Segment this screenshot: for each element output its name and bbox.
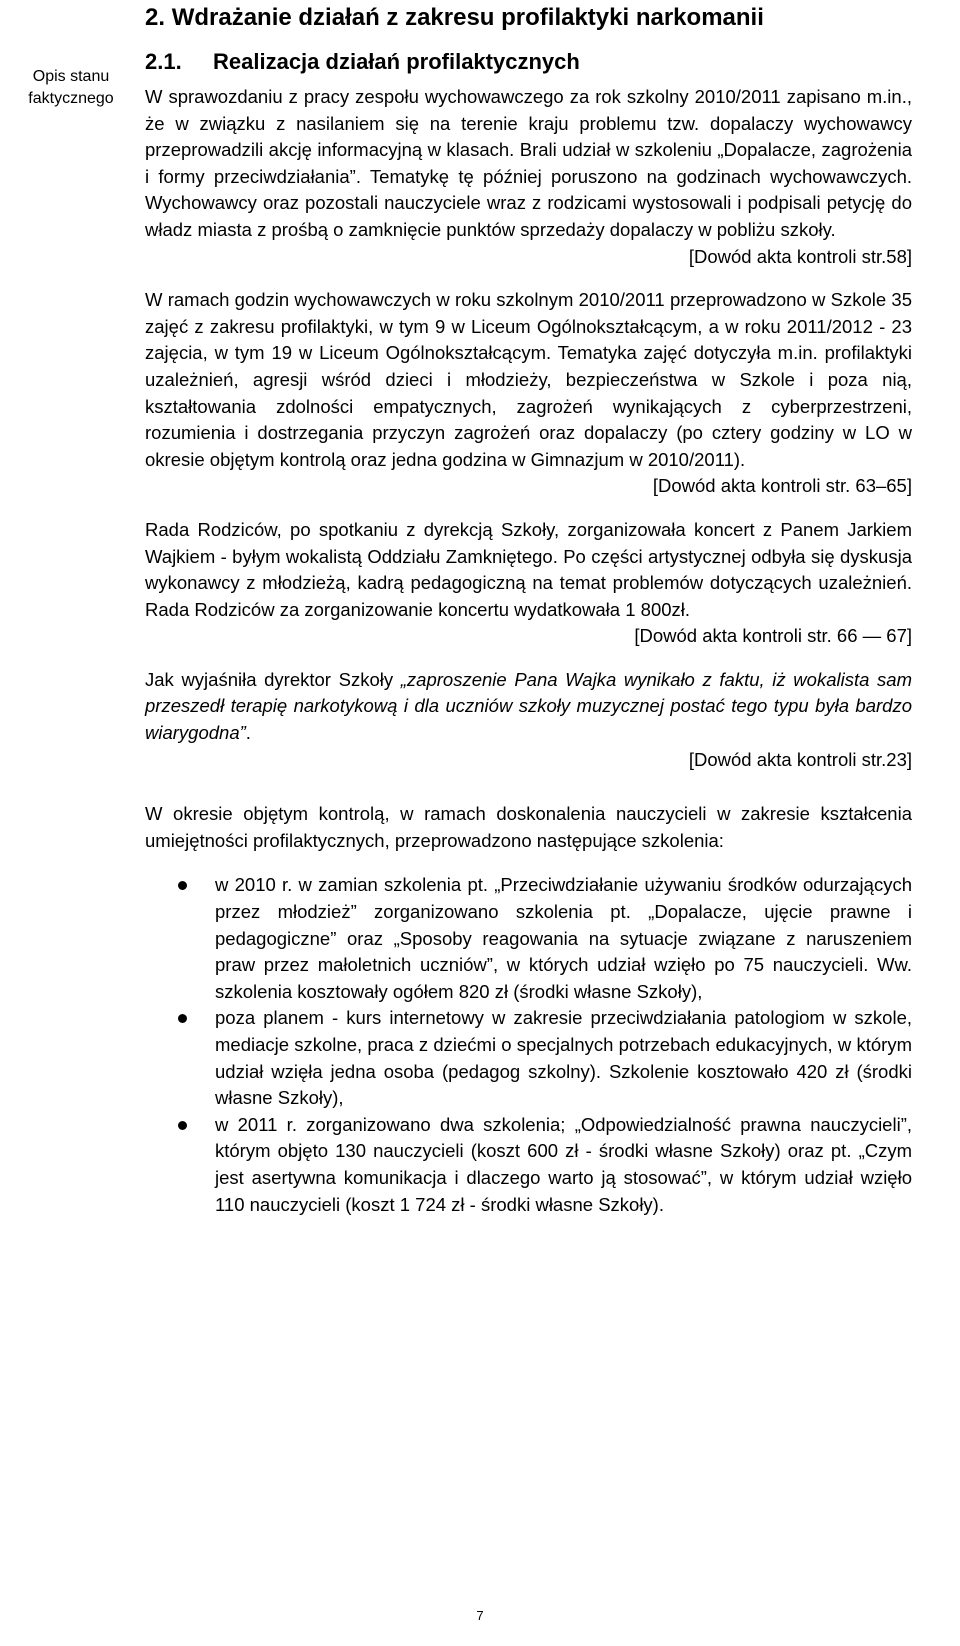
evidence-reference-3: [Dowód akta kontroli str. 66 — 67] <box>634 625 912 647</box>
bullet-icon <box>178 1014 187 1023</box>
director-quote: „zaproszenie Pana Wajka wynikało z faktu, iż wokalista sam przeszedł terapię narkotykową i dla uczniów szkoły muzycznej postać tego typu była bardzo wiarygodna” <box>145 668 912 744</box>
main-content <box>145 0 912 1218</box>
list-item <box>145 1005 912 1111</box>
paragraph-4-end: . <box>245 722 251 744</box>
list-item <box>145 1112 912 1218</box>
paragraph-4 <box>145 667 912 747</box>
subsection-number: 2.1. <box>145 49 182 74</box>
training-list <box>145 872 912 1218</box>
list-item-text: w 2011 r. zorganizowano dwa szkolenia; „Odpowiedzialność prawna nauczycieli”, którym objęto 130 nauczycieli (koszt 600 zł - środki własne Szkoły) oraz pt. „Czym jest asertywna komunikacja i dlaczego warto ją stosować”, w którym udział wzięło 110 nauczycieli (koszt 1 724 zł - środki własne Szkoły). <box>215 1113 912 1215</box>
section-heading <box>145 0 912 34</box>
evidence-reference-4: [Dowód akta kontroli str.23] <box>688 748 912 770</box>
side-label: Opis stanu faktycznego <box>28 68 114 107</box>
list-item <box>145 872 912 1005</box>
bullet-icon <box>178 881 187 890</box>
evidence-reference-2: [Dowód akta kontroli str. 63–65] <box>652 475 912 497</box>
paragraph-1: W sprawozdaniu z pracy zespołu wychowawczego za rok szkolny 2010/2011 zapisano m.in., że w związku z nasilaniem się na terenie kraju problemu tzw. dopalaczy wychowawcy przeprowadzili akcję informacyjną w klasach. Brali udział w szkoleniu „Dopalacze, zagrożenia i formy przeciwdziałania”. Tematykę tę później poruszono na godzinach wychowawczych. Wychowawcy oraz pozostali nauczyciele wraz z rodzicami wystosowali i podpisali petycję do władz miasta z prośbą o zamknięcie punktów sprzedaży dopalaczy w pobliżu szkoły. <box>145 86 912 240</box>
subsection-heading <box>145 48 912 76</box>
evidence-reference-1: [Dowód akta kontroli str.58] <box>688 245 912 267</box>
paragraph-4-lead: Jak wyjaśniła dyrektor Szkoły <box>145 668 401 690</box>
subsection-title: Realizacja działań profilaktycznych <box>213 49 580 74</box>
section-title: Wdrażanie działań z zakresu profilaktyki narkomanii <box>171 4 764 31</box>
paragraph-2: W ramach godzin wychowawczych w roku szkolnym 2010/2011 przeprowadzono w Szkole 35 zajęć z zakresu profilaktyki, w tym 9 w Liceum Ogólnokształcącym, a w roku 2011/2012 - 23 zajęcia, w tym 19 w Liceum Ogólnokształcącym. Tematyka zajęć dotyczyła m.in. profilaktyki uzależnień, agresji wśród dzieci i młodzieży, bezpieczeństwa w Szkole i poza nią, kształtowania zdolności empatycznych, zagrożeń wynikających z cyberprzestrzeni, rozumienia i dostrzegania przyczyn zagrożeń oraz dopalaczy (po cztery godziny w LO w okresie objętym kontrolą oraz jedna godzina w Gimnazjum w 2010/2011). <box>145 289 912 470</box>
section-number: 2. <box>145 4 166 31</box>
list-item-text: poza planem - kurs internetowy w zakresie przeciwdziałania patologiom w szkole, mediacje szkolne, praca z dziećmi o specjalnych potrzebach edukacyjnych, w którym udział wzięła jedna osoba (pedagog szkolny). Szkolenie kosztowało 420 zł (środki własne Szkoły), <box>215 1007 912 1109</box>
paragraph-3: Rada Rodziców, po spotkaniu z dyrekcją Szkoły, zorganizowała koncert z Panem Jarkiem Wajkiem - byłym wokalistą Oddziału Zamkniętego. Po części artystycznej odbyła się dyskusja wykonawcy z młodzieżą, kadrą pedagogiczną na temat problemów dotyczących uzależnień. Rada Rodziców za zorganizowanie koncertu wydatkowała 1 800zł. <box>145 518 912 620</box>
page-number: 7 <box>476 1608 484 1623</box>
paragraph-5: W okresie objętym kontrolą, w ramach doskonalenia nauczycieli w zakresie kształcenia umiejętności profilaktycznych, przeprowadzono następujące szkolenia: <box>145 803 912 851</box>
bullet-icon <box>178 1121 187 1130</box>
list-item-text: w 2010 r. w zamian szkolenia pt. „Przeciwdziałanie używaniu środków odurzających przez młodzież” zorganizowano szkolenia pt. „Dopalacze, ujęcie prawne i pedagogiczne” oraz „Sposoby reagowania na sytuacje związane z naruszeniem praw przez małoletnich uczniów”, w których udział wzięło po 75 nauczycieli. Ww. szkolenia kosztowały ogółem 820 zł (środki własne Szkoły), <box>215 874 912 1002</box>
